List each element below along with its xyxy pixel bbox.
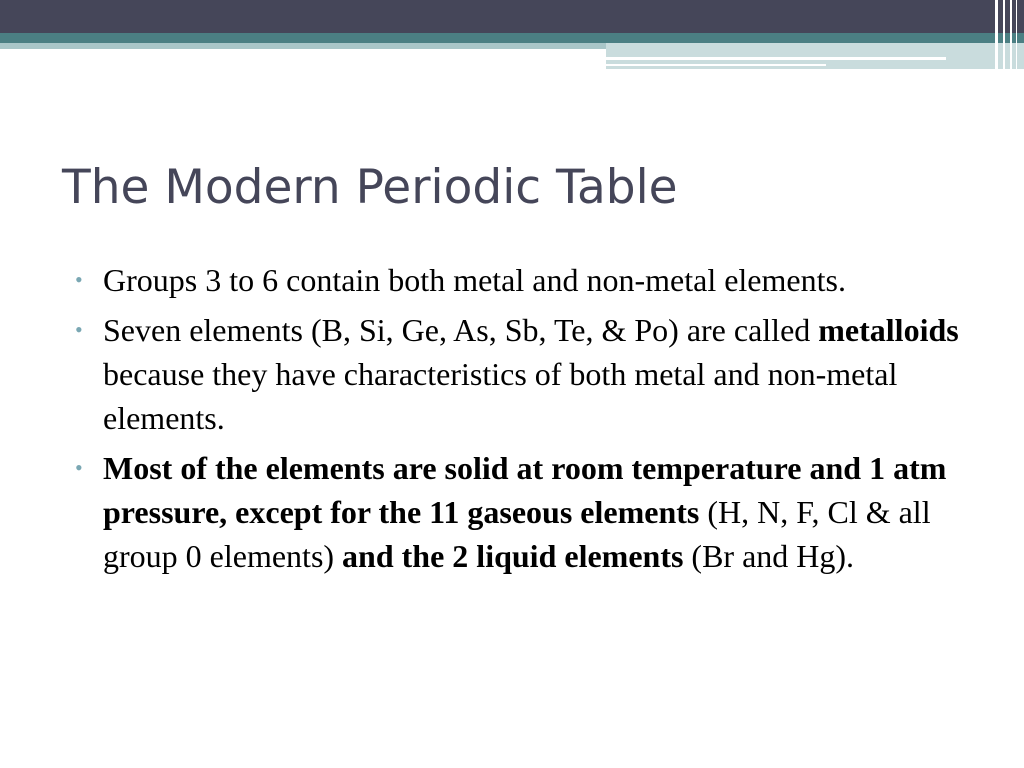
bullet-item [74,258,974,302]
header-band-teal [0,33,1024,43]
bullet-item [74,446,974,578]
header-band-edge-stripe [995,0,998,70]
header-band-line [606,64,826,66]
bullet-dot-icon: • [75,455,83,480]
bullet-dot-icon: • [75,317,83,342]
header-band-line [606,57,946,60]
bullet-list [74,258,974,584]
bullet-text: because they have characteristics of both metal and non-metal elements. [103,356,898,436]
bullet-text-bold: and the 2 liquid elements [342,538,684,574]
bullet-text-bold: metalloids [818,312,959,348]
header-band-edge-stripe [1003,0,1005,70]
bullet-text: (Br and Hg). [683,538,855,574]
header-band-dark [0,0,1024,33]
bullet-text: Seven elements (B, Si, Ge, As, Sb, Te, & Po) are called [103,312,819,348]
bullet-text: (H, N, F, Cl & all group 0 elements) [103,494,931,574]
slide-title: The Modern Periodic Table [62,160,678,215]
header-band-edge-stripe [1010,0,1012,70]
header-band-edge-stripe [1016,0,1017,70]
bullet-item [74,308,974,440]
bullet-text-bold: Most of the elements are solid at room temperature and 1 atm pressure, except for the 11 gaseous elements [103,450,947,530]
bullet-dot-icon: • [75,267,83,292]
bullet-text: Groups 3 to 6 contain both metal and non-metal elements. [103,262,846,298]
